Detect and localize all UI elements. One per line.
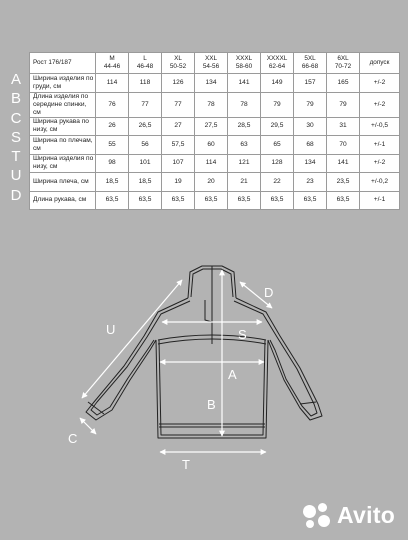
tolerance-cell: +/-1	[360, 136, 400, 155]
measurement-value-cell: 28,5	[228, 117, 261, 136]
measurement-value-cell: 27	[162, 117, 195, 136]
size-header-cell: XL 50-52	[162, 53, 195, 74]
tolerance-cell: +/-0,2	[360, 173, 400, 192]
measurement-value-cell: 63,5	[228, 191, 261, 210]
measurement-value-cell: 141	[228, 74, 261, 93]
label-c: C	[68, 431, 78, 446]
measurement-letter: T	[11, 148, 21, 166]
measurement-name-cell: Ширина по плечам, см	[30, 136, 96, 155]
measurement-value-cell: 60	[195, 136, 228, 155]
measurement-value-cell: 76	[96, 92, 129, 117]
measurement-name-cell: Длина рукава, см	[30, 191, 96, 210]
label-b: B	[207, 397, 216, 412]
avito-dots-icon	[303, 503, 333, 529]
measurement-name-cell: Ширина плеча, см	[30, 173, 96, 192]
measurement-value-cell: 79	[327, 92, 360, 117]
tolerance-cell: +/-0,5	[360, 117, 400, 136]
measurement-value-cell: 19	[162, 173, 195, 192]
measurement-value-cell: 18,5	[129, 173, 162, 192]
size-header-cell: M 44-46	[96, 53, 129, 74]
arrow-c	[80, 418, 96, 434]
size-header-cell: XXXL 58-60	[228, 53, 261, 74]
avito-wordmark: Avito	[337, 502, 396, 528]
measurement-letter: S	[10, 128, 21, 146]
measurement-arrows	[80, 270, 272, 452]
measurement-value-cell: 77	[129, 92, 162, 117]
measurement-value-cell: 22	[261, 173, 294, 192]
measurement-value-cell: 63,5	[261, 191, 294, 210]
measurement-value-cell: 118	[129, 74, 162, 93]
measurement-value-cell: 68	[294, 136, 327, 155]
measurement-value-cell: 78	[228, 92, 261, 117]
measurement-value-cell: 79	[261, 92, 294, 117]
arrow-u	[82, 280, 182, 398]
measurement-value-cell: 141	[327, 154, 360, 173]
label-t: T	[182, 457, 190, 472]
measurement-name-cell: Ширина изделия по низу, см	[30, 154, 96, 173]
table-row	[30, 92, 400, 117]
size-header-cell: L 46-48	[129, 53, 162, 74]
measurement-value-cell: 20	[195, 173, 228, 192]
size-header-cell: XXL 54-56	[195, 53, 228, 74]
tolerance-cell: +/-1	[360, 191, 400, 210]
table-row	[30, 136, 400, 155]
tolerance-cell: +/-2	[360, 154, 400, 173]
measurement-name-cell: Ширина изделия по груди, см	[30, 74, 96, 93]
measurement-value-cell: 165	[327, 74, 360, 93]
measurement-value-cell: 134	[294, 154, 327, 173]
measurement-value-cell: 23	[294, 173, 327, 192]
measurement-value-cell: 78	[195, 92, 228, 117]
measurement-value-cell: 114	[96, 74, 129, 93]
measurement-letters	[6, 70, 26, 205]
measurement-value-cell: 56	[129, 136, 162, 155]
measurement-value-cell: 65	[261, 136, 294, 155]
label-d: D	[264, 285, 274, 300]
measurement-value-cell: 31	[327, 117, 360, 136]
table-row	[30, 191, 400, 210]
label-s: S	[238, 327, 247, 342]
measurement-value-cell: 18,5	[96, 173, 129, 192]
table-row	[30, 154, 400, 173]
measurement-value-cell: 121	[228, 154, 261, 173]
measurement-value-cell: 126	[162, 74, 195, 93]
label-u: U	[106, 322, 116, 337]
measurement-value-cell: 63,5	[327, 191, 360, 210]
measurement-value-cell: 57,5	[162, 136, 195, 155]
measurement-value-cell: 128	[261, 154, 294, 173]
measurement-value-cell: 114	[195, 154, 228, 173]
measurement-value-cell: 30	[294, 117, 327, 136]
measurement-value-cell: 79	[294, 92, 327, 117]
measurement-value-cell: 29,5	[261, 117, 294, 136]
size-table	[29, 52, 400, 210]
measurement-value-cell: 27,5	[195, 117, 228, 136]
measurement-letter: C	[10, 109, 22, 127]
size-table-header	[30, 53, 400, 74]
measurement-letter: D	[10, 186, 22, 204]
measurement-name-cell: Ширина рукава по низу, см	[30, 117, 96, 136]
label-a: A	[228, 367, 237, 382]
measurement-value-cell: 21	[228, 173, 261, 192]
measurement-name-cell: Длина изделия по середине спинки, см	[30, 92, 96, 117]
tolerance-cell: +/-2	[360, 74, 400, 93]
measurement-value-cell: 70	[327, 136, 360, 155]
measurement-value-cell: 107	[162, 154, 195, 173]
measurement-letter: A	[10, 71, 21, 88]
measurement-value-cell: 23,5	[327, 173, 360, 192]
table-row	[30, 173, 400, 192]
measurement-value-cell: 98	[96, 154, 129, 173]
size-header-cell: 5XL 66-68	[294, 53, 327, 74]
measurement-value-cell: 26	[96, 117, 129, 136]
measurement-letter: U	[10, 167, 22, 185]
measurement-value-cell: 63,5	[162, 191, 195, 210]
height-header-cell: Рост 176/187	[30, 53, 96, 74]
measurement-value-cell: 149	[261, 74, 294, 93]
measurement-value-cell: 77	[162, 92, 195, 117]
table-row	[30, 74, 400, 93]
measurement-value-cell: 63,5	[96, 191, 129, 210]
measurement-value-cell: 63,5	[195, 191, 228, 210]
measurement-value-cell: 157	[294, 74, 327, 93]
measurement-letter: B	[10, 90, 21, 108]
measurement-value-cell: 63,5	[129, 191, 162, 210]
jacket-diagram	[0, 230, 408, 490]
size-header-cell: XXXXL 62-64	[261, 53, 294, 74]
table-row	[30, 117, 400, 136]
tolerance-header-cell: допуск	[360, 53, 400, 74]
avito-logo	[303, 502, 395, 529]
measurement-value-cell: 63	[228, 136, 261, 155]
measurement-value-cell: 26,5	[129, 117, 162, 136]
size-header-cell: 6XL 70-72	[327, 53, 360, 74]
measurement-value-cell: 134	[195, 74, 228, 93]
tolerance-cell: +/-2	[360, 92, 400, 117]
measurement-value-cell: 63,5	[294, 191, 327, 210]
measurement-value-cell: 55	[96, 136, 129, 155]
measurement-value-cell: 101	[129, 154, 162, 173]
